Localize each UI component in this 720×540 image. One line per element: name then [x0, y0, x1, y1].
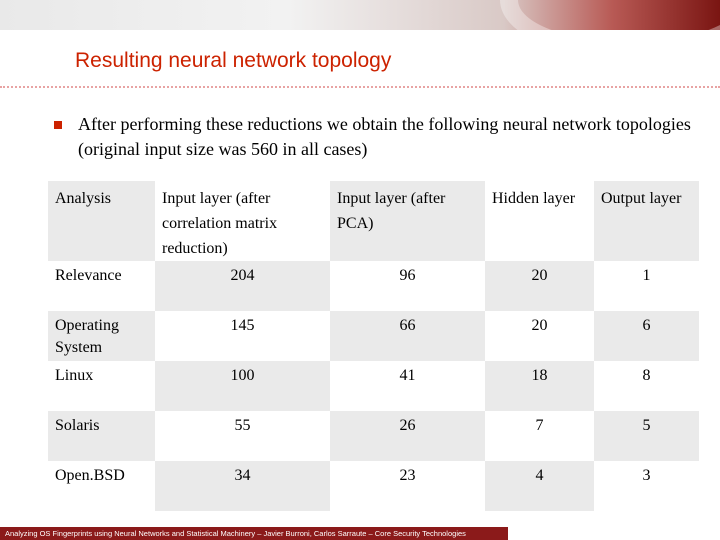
cell-hidden: 20: [485, 311, 594, 361]
cell-output: 3: [594, 461, 699, 511]
header-hidden-layer: Hidden layer: [485, 181, 594, 261]
header-input-layer-correlation: Input layer (after correlation matrix reduction): [155, 181, 330, 261]
cell-input-pca: 26: [330, 411, 485, 461]
cell-output: 6: [594, 311, 699, 361]
table-row: [48, 411, 699, 461]
row-label: Linux: [48, 361, 155, 411]
table-row: [48, 361, 699, 411]
cell-input-correlation: 145: [155, 311, 330, 361]
cell-hidden: 20: [485, 261, 594, 311]
cell-output: 5: [594, 411, 699, 461]
table-row: [48, 311, 699, 361]
table-row: [48, 261, 699, 311]
row-label: Relevance: [48, 261, 155, 311]
table-header-row: [48, 181, 699, 261]
cell-output: 1: [594, 261, 699, 311]
header-analysis: Analysis: [48, 181, 155, 261]
cell-input-correlation: 100: [155, 361, 330, 411]
intro-bullet-text: After performing these reductions we obtain the following neural network topologies (original input size was 560 in all cases): [78, 114, 691, 159]
table-row: [48, 461, 699, 511]
cell-output: 8: [594, 361, 699, 411]
cell-input-pca: 41: [330, 361, 485, 411]
header-input-layer-pca: Input layer (after PCA): [330, 181, 485, 261]
square-bullet-icon: [54, 121, 62, 129]
footer-credit: Analyzing OS Fingerprints using Neural Networks and Statistical Machinery – Javier Burroni, Carlos Sarraute – Core Security Technologies: [0, 527, 508, 540]
cell-input-correlation: 34: [155, 461, 330, 511]
header-output-layer: Output layer: [594, 181, 699, 261]
cell-input-pca: 66: [330, 311, 485, 361]
row-label: Solaris: [48, 411, 155, 461]
banner-swoosh-decoration: [500, 0, 720, 30]
cell-hidden: 4: [485, 461, 594, 511]
row-label: Open.BSD: [48, 461, 155, 511]
cell-input-pca: 96: [330, 261, 485, 311]
cell-input-correlation: 55: [155, 411, 330, 461]
cell-hidden: 7: [485, 411, 594, 461]
row-label: Operating System: [48, 311, 155, 361]
topology-table: [48, 181, 699, 511]
cell-input-pca: 23: [330, 461, 485, 511]
top-banner: [0, 0, 720, 30]
slide-title: Resulting neural network topology: [75, 49, 392, 72]
cell-hidden: 18: [485, 361, 594, 411]
cell-input-correlation: 204: [155, 261, 330, 311]
title-divider: [0, 86, 720, 88]
